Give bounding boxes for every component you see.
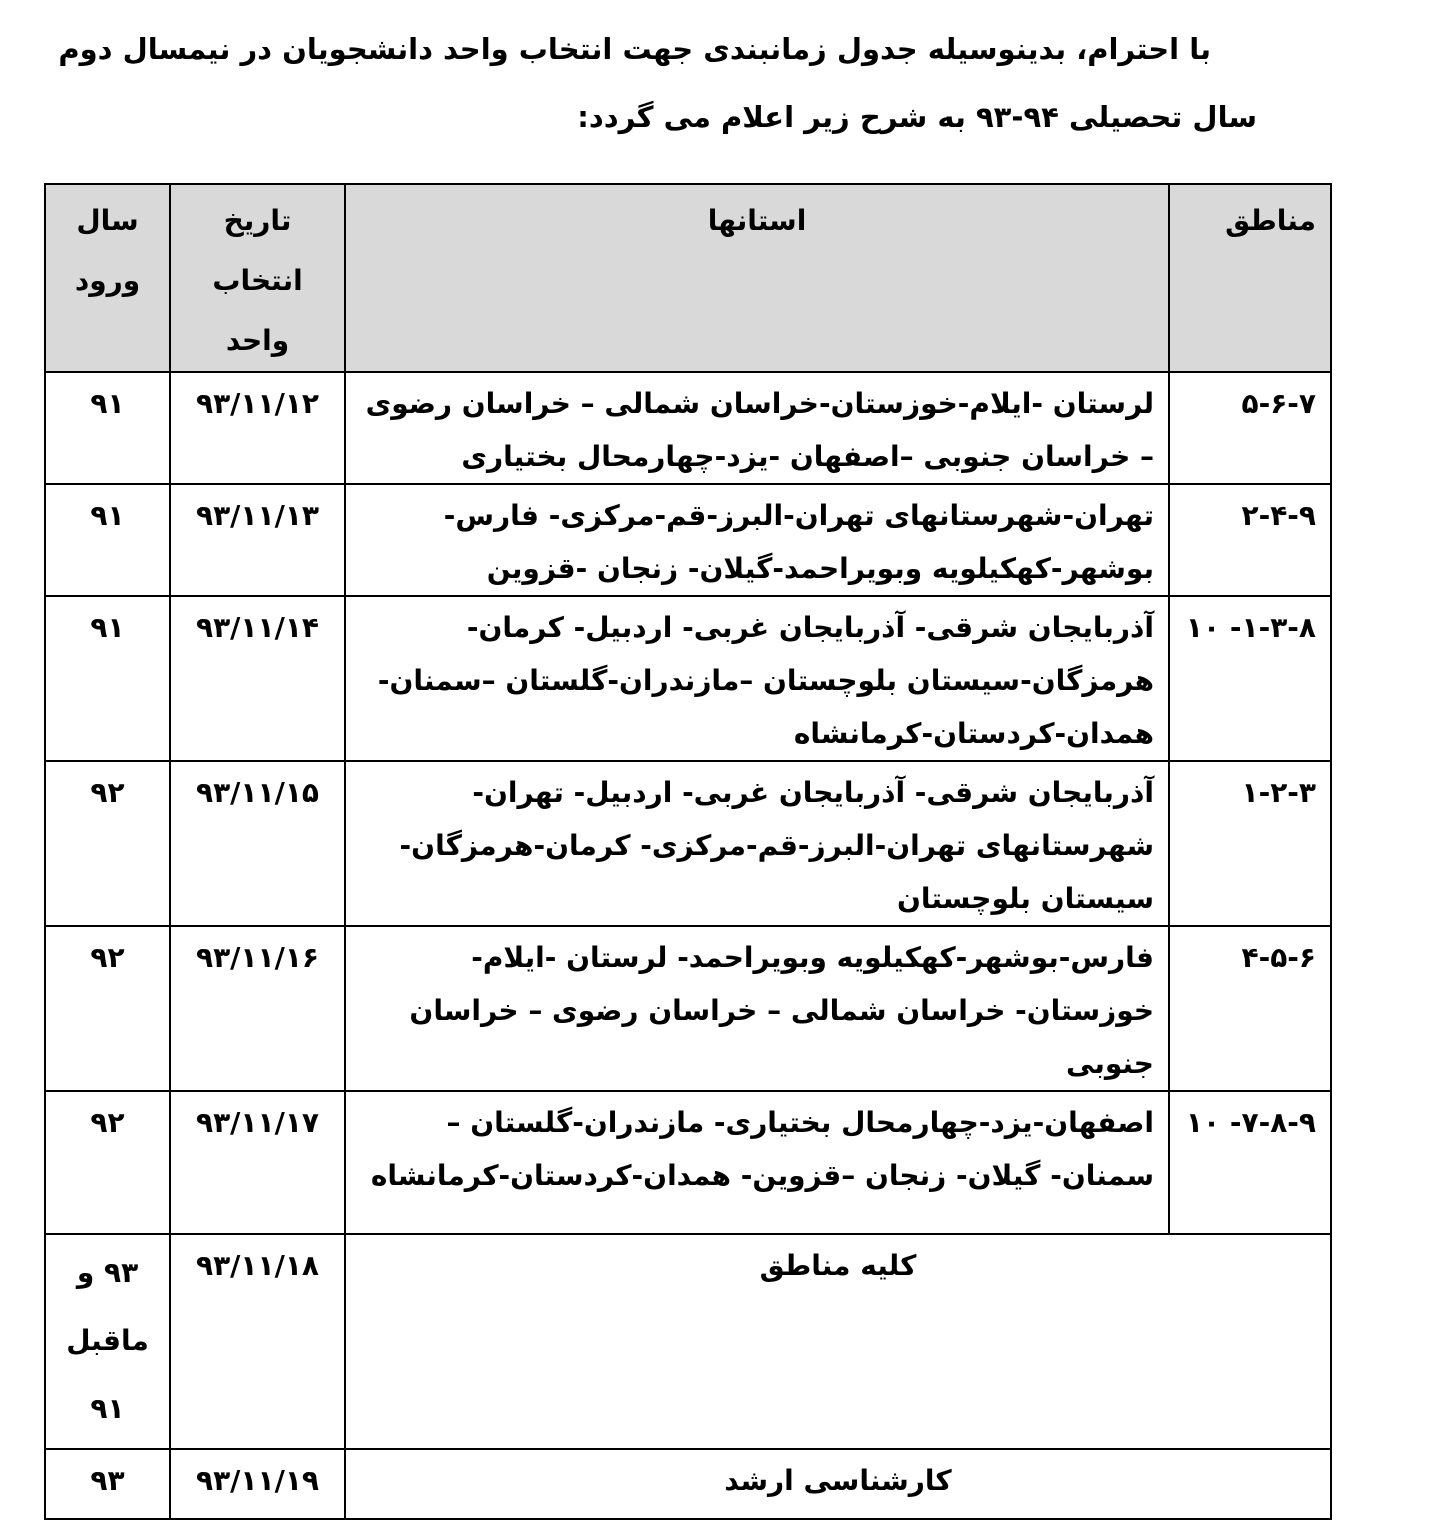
all-regions-label: کلیه مناطق: [345, 1234, 1331, 1449]
table-row: [45, 926, 1331, 1091]
cell-year: ۹۱: [45, 372, 170, 484]
cell-provinces: آذربایجان شرقی- آذربایجان غربی- اردبیل- تهران-شهرستانهای تهران-البرز-قم-مرکزی- کرمان-هرمزگان-سیستان بلوچستان: [345, 761, 1169, 926]
cell-regions: ۲-۴-۹: [1169, 484, 1331, 596]
all-regions-year: ۹۳ و ماقبل ۹۱: [45, 1234, 170, 1449]
all-regions-date: ۹۳/۱۱/۱۸: [170, 1234, 345, 1449]
intro-line-1: با احترام، بدینوسیله جدول زمانبندی جهت انتخاب واحد دانشجویان در نیمسال دوم: [58, 32, 1211, 66]
cell-year: ۹۱: [45, 484, 170, 596]
cell-provinces: اصفهان-یزد-چهارمحال بختیاری- مازندران-گلستان –سمنان- گیلان- زنجان –قزوین- همدان-کردستان-کرمانشاه: [345, 1091, 1169, 1234]
masters-label: کارشناسی ارشد: [345, 1449, 1331, 1519]
cell-regions: ۱-۲-۳: [1169, 761, 1331, 926]
header-year-line2: ورود: [74, 264, 141, 297]
header-date: [170, 184, 345, 372]
cell-date: ۹۳/۱۱/۱۳: [170, 484, 345, 596]
cell-provinces: فارس-بوشهر-کهکیلویه وبویراحمد- لرستان -ایلام-خوزستان- خراسان شمالی – خراسان رضوی – خراسان جنوبی: [345, 926, 1169, 1091]
header-date-line2: انتخاب واحد: [212, 264, 303, 357]
table-row: [45, 484, 1331, 596]
cell-regions: ۵-۶-۷: [1169, 372, 1331, 484]
cell-year: ۹۱: [45, 596, 170, 761]
cell-date: ۹۳/۱۱/۱۵: [170, 761, 345, 926]
header-provinces: استانها: [345, 184, 1169, 372]
cell-provinces: تهران-شهرستانهای تهران-البرز-قم-مرکزی- فارس-بوشهر-کهکیلویه وبویراحمد-گیلان- زنجان -قزوین: [345, 484, 1169, 596]
cell-year: ۹۲: [45, 926, 170, 1091]
masters-year: ۹۳: [45, 1449, 170, 1519]
header-row: [45, 184, 1331, 372]
intro-line-2: سال تحصیلی ۹۴-۹۳ به شرح زیر اعلام می گردد:: [577, 100, 1257, 134]
table-row: [45, 1091, 1331, 1234]
table-row: [45, 596, 1331, 761]
masters-date: ۹۳/۱۱/۱۹: [170, 1449, 345, 1519]
cell-provinces: لرستان -ایلام-خوزستان-خراسان شمالی – خراسان رضوی – خراسان جنوبی –اصفهان -یزد-چهارمحال بختیاری: [345, 372, 1169, 484]
cell-year: ۹۲: [45, 761, 170, 926]
masters-row: [45, 1449, 1331, 1519]
cell-regions: ۴-۵-۶: [1169, 926, 1331, 1091]
cell-date: ۹۳/۱۱/۱۴: [170, 596, 345, 761]
cell-regions: ۷-۸-۹- ۱۰: [1169, 1091, 1331, 1234]
header-year-line1: سال: [76, 204, 139, 237]
cell-date: ۹۳/۱۱/۱۶: [170, 926, 345, 1091]
all-regions-row: [45, 1234, 1331, 1449]
cell-date: ۹۳/۱۱/۱۲: [170, 372, 345, 484]
cell-provinces: آذربایجان شرقی- آذربایجان غربی- اردبیل- کرمان-هرمزگان-سیستان بلوچستان –مازندران-گلستان –سمنان- همدان-کردستان-کرمانشاه: [345, 596, 1169, 761]
table-row: [45, 372, 1331, 484]
cell-year: ۹۲: [45, 1091, 170, 1234]
cell-regions: ۱-۳-۸- ۱۰: [1169, 596, 1331, 761]
table-row: [45, 761, 1331, 926]
header-regions: مناطق: [1169, 184, 1331, 372]
header-date-line1: تاریخ: [223, 204, 292, 237]
cell-date: ۹۳/۱۱/۱۷: [170, 1091, 345, 1234]
header-year: [45, 184, 170, 372]
schedule-table: [44, 183, 1332, 1520]
